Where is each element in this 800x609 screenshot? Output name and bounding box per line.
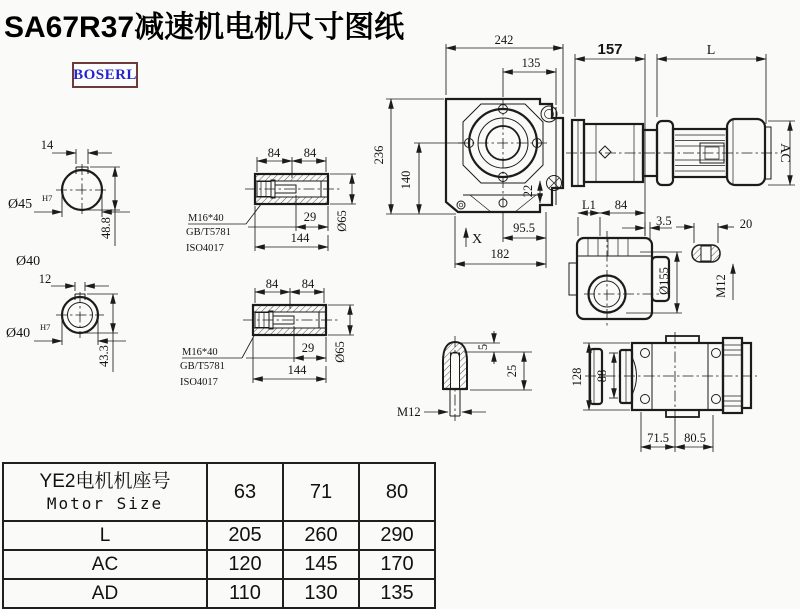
dim-84-a: 84 [267,146,281,160]
table-header-cn: YE2电机机座号 [39,471,171,493]
view-plug-section [397,331,532,421]
dim-71-5: 71.5 [647,431,669,445]
AD-80: 135 [359,579,435,608]
table-row-L [3,521,435,550]
dim-dia-155: Ø155 [657,267,671,295]
view-hollow-shaft-top [186,146,356,254]
dim-144-b: 144 [287,363,307,377]
dim-bore-45: Ø45 [8,197,33,212]
view-gearbox-front [372,33,563,268]
dim-140: 140 [399,170,413,190]
dim-80-5: 80.5 [684,431,706,445]
dim-128: 128 [570,367,584,387]
row-label-AD: AD [3,579,207,608]
note-std1-a: GB/T5781 [186,227,231,238]
view-hollow-shaft-bottom [180,277,354,388]
note-bolt-b: M16*40 [182,347,218,358]
dim-182: 182 [490,247,510,261]
note-std1-b: GB/T5781 [180,361,225,372]
dim-bore-40-fit: H7 [40,322,51,332]
L-71: 260 [283,521,359,550]
dim-84-d: 84 [301,277,315,291]
L-80: 290 [359,521,435,550]
dim-m12-side: M12 [714,274,728,298]
side-ribs [588,239,628,256]
dim-29-a: 29 [303,210,317,224]
dim-motor-dia-AC: AC [777,143,792,163]
motor-size-table [2,462,436,609]
view-gearbox-side [569,198,752,328]
view-shaft-cross-section-45 [8,138,130,269]
dim-key-width-14: 14 [40,138,54,152]
note-std2-b: ISO4017 [180,377,218,388]
dim-m12-plug: M12 [397,405,421,419]
dim-236: 236 [372,145,386,165]
boserl-logo-text: BOSERL [73,66,137,83]
table-header-motor-size [3,463,207,521]
dim-135: 135 [521,56,541,70]
note-bolt-a: M16*40 [188,213,224,224]
dim-outer-40: Ø40 [16,254,41,269]
L-63: 205 [207,521,283,550]
dim-29-b: 29 [301,341,315,355]
dim-95-5: 95.5 [513,221,535,235]
note-std2-a: ISO4017 [186,243,224,254]
dim-84-b: 84 [303,146,317,160]
dim-25: 25 [505,364,519,378]
AC-63: 120 [207,550,283,579]
dim-88: 88 [595,369,609,383]
row-label-L: L [3,521,207,550]
dim-84-c: 84 [265,277,279,291]
table-col-80: 80 [359,463,435,521]
dim-motor-length-L: L [706,43,716,58]
dim-3-5: 3.5 [656,214,672,228]
dim-157: 157 [597,41,623,58]
view-gearbox-bottom [570,332,757,452]
dim-84-side: 84 [614,198,628,212]
dim-key-width-12: 12 [38,272,52,286]
dim-144-a: 144 [290,231,310,245]
dim-height-48-8: 48.8 [99,217,113,239]
table-row-AD [3,579,435,608]
dim-20: 20 [739,217,753,231]
dim-bore-45-fit: H7 [42,193,53,203]
dim-22: 22 [521,184,535,198]
AC-80: 170 [359,550,435,579]
dim-L1: L1 [582,198,596,212]
table-header-en: Motor Size [46,493,164,513]
datum-x: X [472,232,483,247]
view-shaft-cross-section-40 [6,272,126,372]
row-label-AC: AC [3,550,207,579]
AD-71: 130 [283,579,359,608]
dim-bore-40: Ø40 [6,326,31,341]
AD-63: 110 [207,579,283,608]
AC-71: 145 [283,550,359,579]
dim-5: 5 [476,343,490,351]
table-col-63: 63 [207,463,283,521]
dim-height-43-3: 43.3 [97,345,111,367]
view-motor-side [566,41,795,236]
page-title: SA67R37减速机电机尺寸图纸 [4,11,405,44]
dim-dia-65-a: Ø65 [335,210,349,232]
dim-242: 242 [494,33,514,47]
table-col-71: 71 [283,463,359,521]
table-row-AC [3,550,435,579]
dim-dia-65-b: Ø65 [333,341,347,363]
flange-fins [723,345,742,406]
